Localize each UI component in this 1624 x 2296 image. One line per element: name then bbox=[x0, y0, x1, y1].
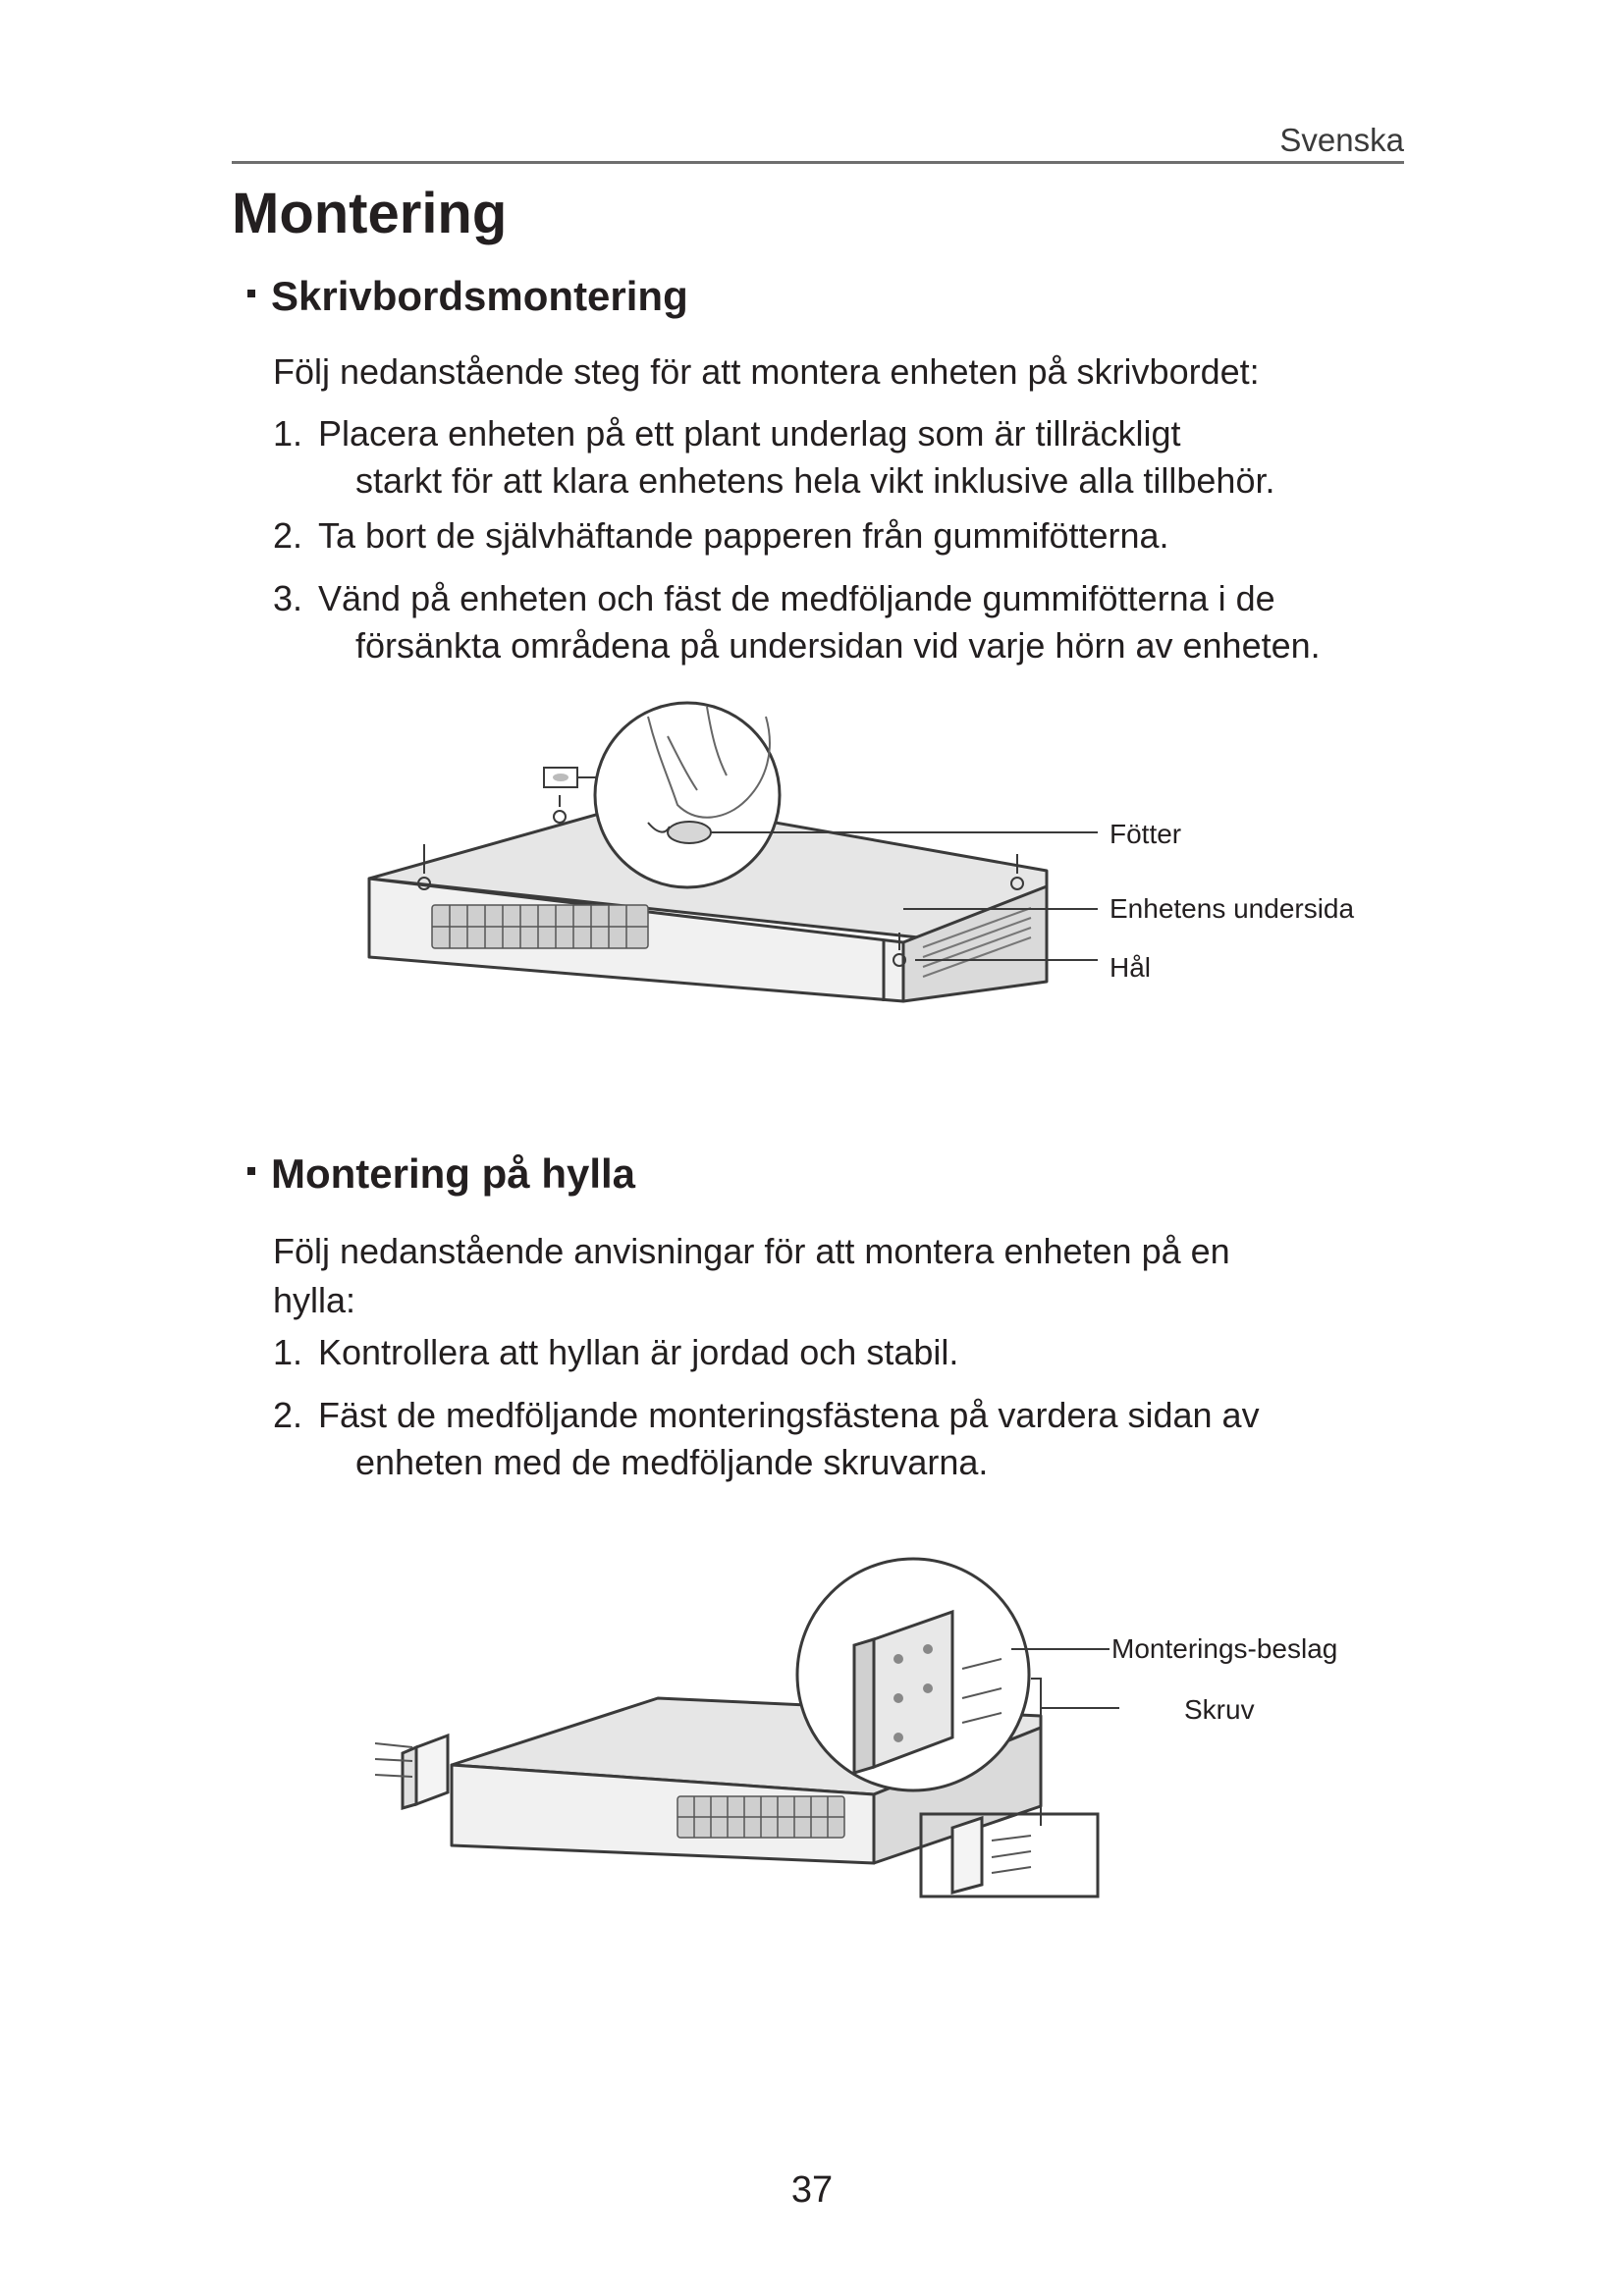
shelf-step-1 bbox=[273, 1329, 1402, 1376]
shelf-mount-illustration bbox=[363, 1551, 1345, 1904]
step-text-cont: enheten med de medföljande skruvarna. bbox=[355, 1442, 989, 1482]
callout-hole: Hål bbox=[1110, 952, 1152, 983]
shelf-intro bbox=[273, 1227, 1382, 1325]
rubber-foot-detail bbox=[668, 822, 711, 843]
section-heading-desk-text: Skrivbordsmontering bbox=[271, 273, 688, 319]
shelf-intro-line2: hylla: bbox=[273, 1280, 356, 1320]
callout-screw: Skruv bbox=[1184, 1694, 1255, 1725]
callout-bracket: Monterings-beslag bbox=[1111, 1633, 1338, 1664]
step-number: 1. bbox=[273, 413, 303, 454]
desk-step-2 bbox=[273, 512, 1402, 560]
header-rule bbox=[232, 161, 1404, 164]
step-number: 3. bbox=[273, 578, 303, 618]
callout-underside: Enhetens undersida bbox=[1110, 893, 1355, 924]
step-text: Ta bort de självhäftande papperen från gummifötterna. bbox=[318, 515, 1169, 556]
step-text-cont: starkt för att klara enhetens hela vikt inklusive alla tillbehör. bbox=[355, 460, 1275, 501]
step-text: Vänd på enheten och fäst de medföljande gummifötterna i de bbox=[318, 578, 1275, 618]
bullet-icon bbox=[247, 1167, 255, 1175]
page-number: 37 bbox=[790, 2169, 834, 2211]
desk-step-1 bbox=[273, 410, 1402, 505]
section-heading-desk bbox=[247, 273, 688, 320]
step-number: 2. bbox=[273, 515, 303, 556]
section-heading-shelf-text: Montering på hylla bbox=[271, 1150, 636, 1197]
desk-intro: Följ nedanstående steg för att montera enheten på skrivbordet: bbox=[273, 351, 1260, 392]
page-title: Montering bbox=[232, 182, 508, 245]
section-heading-shelf bbox=[247, 1150, 635, 1198]
shelf-step-2 bbox=[273, 1392, 1402, 1486]
language-label: Svenska bbox=[1279, 122, 1404, 158]
step-text-cont: försänkta områdena på undersidan vid varje hörn av enheten. bbox=[355, 625, 1321, 666]
desk-step-3 bbox=[273, 575, 1402, 669]
right-screws bbox=[992, 1836, 1031, 1873]
step-number: 1. bbox=[273, 1332, 303, 1372]
shelf-intro-line1: Följ nedanstående anvisningar för att montera enheten på en bbox=[273, 1231, 1230, 1271]
right-bracket bbox=[952, 1818, 982, 1893]
callout-feet: Fötter bbox=[1110, 819, 1182, 849]
step-text: Kontrollera att hyllan är jordad och stabil. bbox=[318, 1332, 959, 1372]
step-number: 2. bbox=[273, 1395, 303, 1435]
desk-mount-illustration bbox=[353, 697, 1335, 1060]
step-text: Placera enheten på ett plant underlag som är tillräckligt bbox=[318, 413, 1181, 454]
bullet-icon bbox=[247, 290, 255, 297]
step-text: Fäst de medföljande monteringsfästena på vardera sidan av bbox=[318, 1395, 1260, 1435]
